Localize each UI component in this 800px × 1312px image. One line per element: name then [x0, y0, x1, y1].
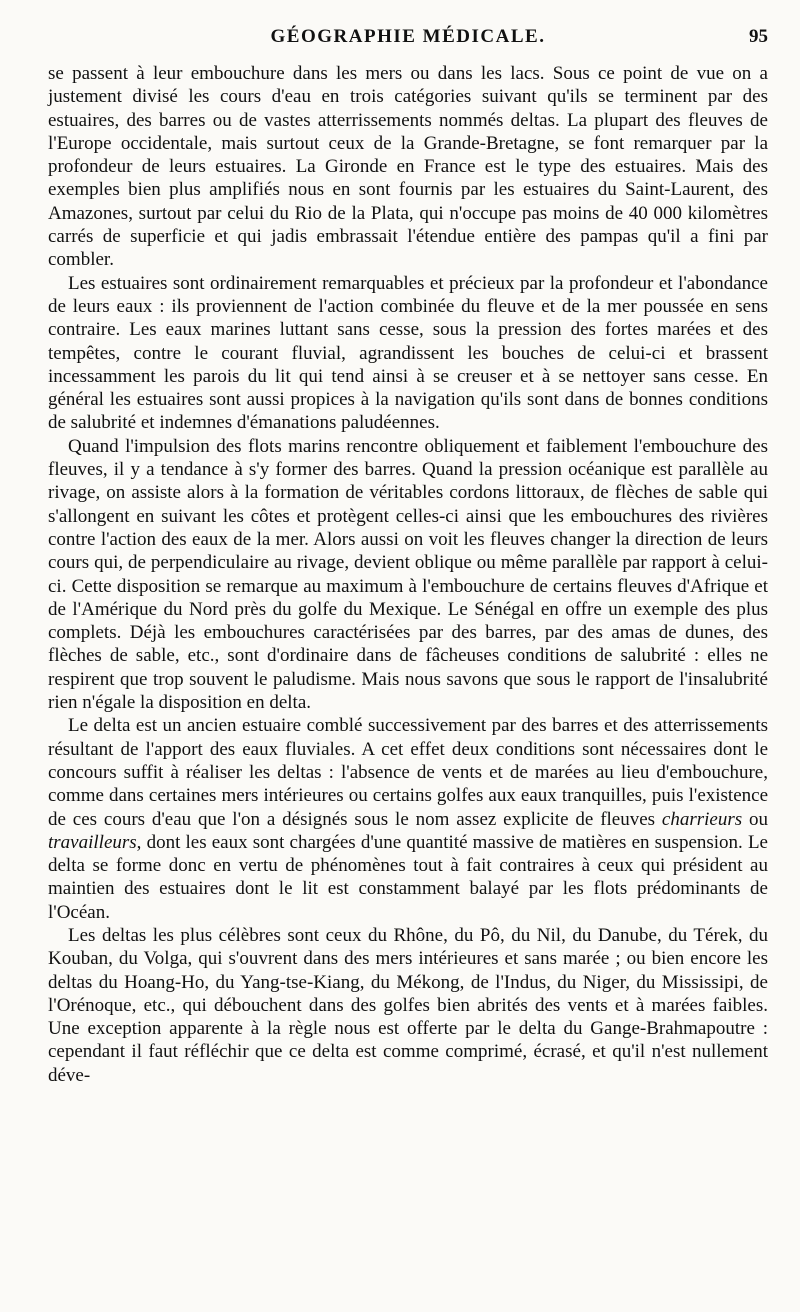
paragraph-2: Les estuaires sont ordinairement remarquables et précieux par la profondeur et l'abondance de leurs eaux : ils proviennent de l'action combinée du fleuve et de la mer poussée en sens contraire. Les eaux marines luttant sans cesse, sous la pression des fortes marées et des tempêtes, contre le courant fluvial, agrandissent les bouches de celui-ci et brassent incessamment les parois du lit qui tend ainsi à se creuser et à se nettoyer sans cesse. En général les estuaires sont aussi propices à la navigation qu'ils sont dans de bonnes conditions de salubrité et indemnes d'émanations paludéennes. [48, 272, 768, 434]
page-body [48, 62, 768, 1087]
emphasis-charrieurs: charrieurs [661, 808, 743, 830]
emphasis-travailleurs: travailleurs [48, 831, 137, 853]
paragraph-1: se passent à leur embouchure dans les mers ou dans les lacs. Sous ce point de vue on a justement divisé les cours d'eau en trois catégories suivant qu'ils se terminent par des estuaires, des barres ou de vastes atterrissements nommés deltas. La plupart des fleuves de l'Europe occidentale, mais surtout ceux de la Grande-Bretagne, se font remarquer par la profondeur de leurs estuaires. La Gironde en France est le type des estuaires. Mais des exemples bien plus amplifiés nous en sont fournis par les estuaires du Saint-Laurent, des Amazones, surtout par celui du Rio de la Plata, qui n'occupe pas moins de 40 000 kilomètres carrés de superficie et qui jadis embrassait l'étendue entière des pampas qu'il a fini par combler. [48, 63, 768, 271]
paragraph-3: Quand l'impulsion des flots marins rencontre obliquement et faiblement l'embouchure des fleuves, il y a tendance à s'y former des barres. Quand la pression océanique est parallèle au rivage, on assiste alors à la formation de véritables cordons littoraux, de flèches de sable qui s'allongent en suivant les côtes et protègent celles-ci ainsi que les embouchures des rivières contre l'action des eaux de la mer. Alors aussi on voit les fleuves changer la direction de leurs cours qui, de perpendiculaire au rivage, devient oblique ou même parallèle par rapport à celui-ci. Cette disposition se remarque au maximum à l'embouchure de certains fleuves d'Afrique et de l'Amérique du Nord près du golfe du Mexique. Le Sénégal en offre un exemple des plus complets. Déjà les embouchures caractérisées par des barres, par des amas de dunes, des flèches de sable, etc., sont d'ordinaire dans de fâcheuses conditions de salubrité : elles ne respirent que trop souvent le paludisme. Mais nous savons que sous le rapport de l'insalubrité rien n'égale la disposition en delta. [48, 435, 768, 714]
paragraph-4-part-2: ou [742, 808, 769, 830]
paragraph-4-part-3: , dont les eaux sont chargées d'une quantité massive de matières en suspension. Le delta se forme donc en vertu de phénomènes tout à fait contraires à ceux qui président au maintien des estuaires dont le lit est constamment balayé par les flots prédominants de l'Océan. [48, 831, 768, 923]
page-header [48, 26, 768, 54]
paragraph-5: Les deltas les plus célèbres sont ceux du Rhône, du Pô, du Nil, du Danube, du Térek, du Kouban, du Volga, qui s'ouvrent dans des mers intérieures et sans marée ; ou bien encore les deltas du Hoang-Ho, du Yang-tse-Kiang, du Mékong, de l'Indus, du Niger, du Mississipi, de l'Orénoque, etc., qui débouchent dans des golfes bien abrités des vents et à marées faibles. Une exception apparente à la règle nous est offerte par le delta du Gange-Brahmapoutre : cependant il faut réfléchir que ce delta est comme comprimé, écrasé, et qu'il n'est nullement déve- [48, 924, 768, 1086]
paragraph-4-part-1: Le delta est un ancien estuaire comblé successivement par des barres et des atterrissements résultant de l'apport des eaux fluviales. A cet effet deux conditions sont nécessaires dont le concours suffit à réaliser les deltas : l'absence de vents et de marées au lieu d'embouchure, comme dans certaines mers intérieures ou certains golfes aux eaux tranquilles, puis l'existence de ces cours d'eau que l'on a désignés sous le nom assez explicite de fleuves [48, 715, 768, 830]
running-title: GÉOGRAPHIE MÉDICALE. [270, 26, 546, 47]
paragraph-4 [48, 714, 768, 924]
page-number: 95 [749, 26, 768, 47]
